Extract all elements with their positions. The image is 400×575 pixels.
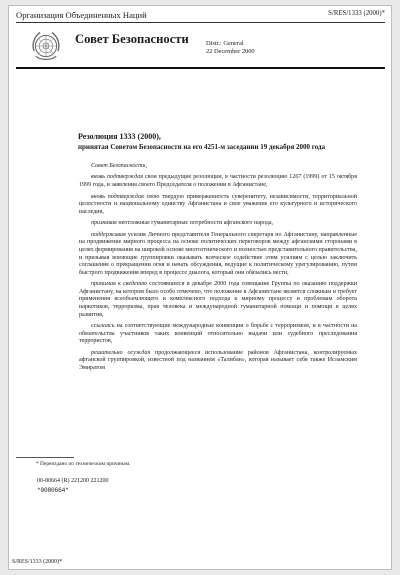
resolution-body <box>79 163 357 376</box>
resolution-title: Резолюция 1333 (2000), <box>78 132 161 141</box>
header-rule <box>16 22 385 23</box>
document-page <box>8 5 392 570</box>
heading-rule <box>16 67 385 69</box>
footer-symbol: S/RES/1333 (2000)* <box>12 559 63 565</box>
footnote: * Переиздано по техническим причинам. <box>36 461 131 467</box>
barcode: *0080664* <box>37 487 69 494</box>
paragraph: признавая неотложные гуманитарные потребности афганского народа, <box>91 220 274 227</box>
distribution-line: Distr.: General <box>206 40 244 47</box>
document-code: 00-80664 (R) 221200 221200 <box>37 478 109 484</box>
paragraph: поддерживая усилия Личного представителя Генерального секретаря по Афганистану, направленные на продвижение мирного процесса на основе политических переговоров между афганскими сторонами в целях формирования на широкой основе многоэтнического и полностью представительного правительства, и призывая воюющие группировки оказывать всяческое содействие этим усилиям с целью заключить соглашение о прекращении огня и начать обсуждения, ведущие к политическому урегулированию, путем быстрого продвижения вперед в процессе диалога, который они обязались вести, <box>79 231 357 276</box>
paragraph: решительно осуждая продолжающееся использование районов Афганистана, контролируемых афганской группировкой, известной под названием «Талибан», которая называет себя также Исламским Эмиратом <box>79 349 357 371</box>
organization-name: Организация Объединенных Наций <box>16 10 147 20</box>
paragraph: вновь подтверждая свои предыдущие резолюции, в частности резолюцию 1267 (1999) от 15 октября 1999 года, и заявления своего Председателя о положении в Афганистане, <box>79 174 357 189</box>
council-title: Совет Безопасности <box>75 32 189 46</box>
document-date: 22 December 2000 <box>206 48 255 55</box>
distribution-block <box>206 40 255 56</box>
un-emblem-icon <box>29 29 63 63</box>
footnote-rule <box>16 457 74 458</box>
paragraph: Совет Безопасности, <box>91 163 148 169</box>
paragraph: вновь подтверждая свою твердую приверженность суверенитету, независимости, территориальной целостности и национальному единству Афганистана и свое уважение его культурного и исторического наследия, <box>79 193 357 215</box>
paragraph: ссылаясь на соответствующие международные конвенции о борьбе с терроризмом, и в частности на обязательства участников таких конвенций относительно выдачи или судебного преследования террористов, <box>79 323 357 345</box>
document-symbol: S/RES/1333 (2000)* <box>328 10 385 17</box>
adoption-line: принятая Советом Безопасности на его 4251-м заседании 19 декабря 2000 года <box>78 143 326 151</box>
paragraph: принимая к сведению состоявшееся в декабре 2000 года совещание Группы по оказанию поддержки Афганистану, на котором было особо отмечено, что положение в Афганистане является сложным и требует применения всеобъемлющего и комплексного подхода к мирному процессу и проблемам оборота наркотиков, терроризма, прав человека и международной гуманитарной помощи и помощи в целях развития, <box>79 281 357 318</box>
